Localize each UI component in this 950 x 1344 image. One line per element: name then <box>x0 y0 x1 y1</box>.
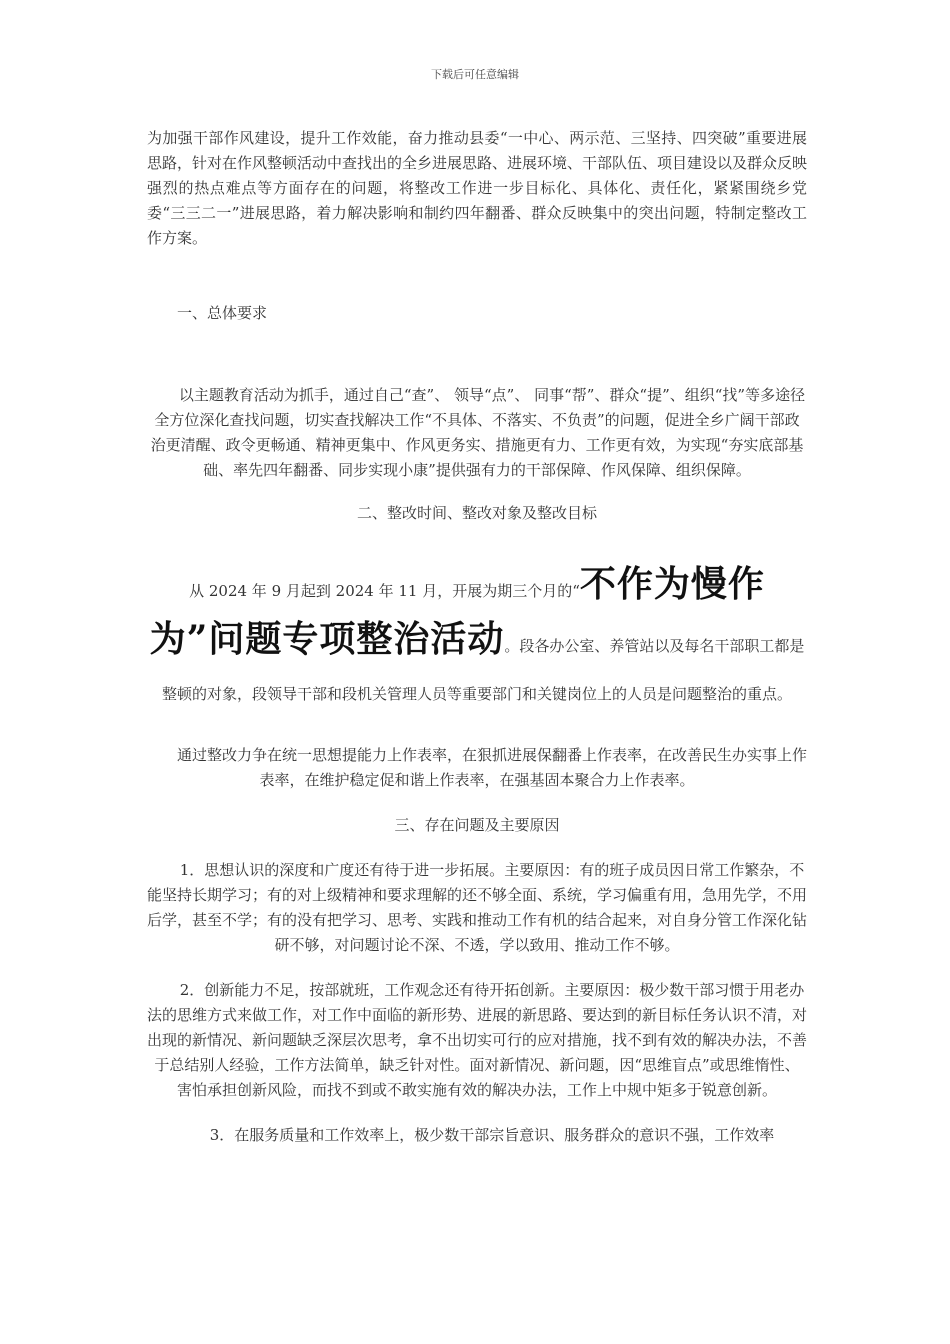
time-tail-text: 。段各办公室、养管站以及每名干部职工都是整顿的对象，段领导干部和段机关管理人员等重要部门和关键岗位上的人员是问题整治的重点。 <box>161 637 805 703</box>
time-lead-text: 从 2024 年 9 月起到 2024 年 11 月，开展为期三个月的“ <box>189 582 580 600</box>
page-header: 下载后可任意编辑 <box>431 68 519 81</box>
section-1-heading: 一、总体要求 <box>177 304 268 322</box>
section-1-body-text: 以主题教育活动为抓手，通过自己“查”、 领导“点”、 同事“帮”、群众“提”、组织“找”等多途径全方位深化查找问题，切实查找解决工作“不具体、不落实、不负责”的问题，促进全乡广阔干部政治更清醒、政令更畅通、精神更集中、作风更务实、措施更有力、工作更有效，为实现“夯实底部基础、率先四年翻番、同步实现小康”提供强有力的干部保障、作风保障、组织保障。 <box>150 386 806 479</box>
section-2-time-paragraph <box>147 560 807 718</box>
section-3-heading: 三、存在问题及主要原因 <box>394 816 560 834</box>
problem-item-text: 1．思想认识的深度和广度还有待于进一步拓展。主要原因：有的班子成员因日常工作繁杂，不能坚持长期学习；有的对上级精神和要求理解的还不够全面、系统，学习偏重有用，急用先学，不用后学，甚至不学；有的没有把学习、思考、实践和推动工作有机的结合起来，对自身分管工作深化钻研不够，对问题讨论不深、不透，学以致用、推动工作不够。 <box>147 861 808 954</box>
section-2-heading: 二、整改时间、整改对象及整改目标 <box>356 504 597 522</box>
problem-item <box>147 858 807 958</box>
document-body <box>147 126 807 1148</box>
problem-item-text: 2．创新能力不足，按部就班，工作观念还有待开拓创新。主要原因：极少数干部习惯于用老办法的思维方式来做工作，对工作中面临的新形势、进展的新思路、要达到的新目标任务认识不清，对出现的新情况、新问题缺乏深层次思考，拿不出切实可行的应对措施，找不到有效的解决办法，不善于总结别人经验，工作方法简单，缺乏针对性。面对新情况、新问题，因“思维盲点”或思维惰性、害怕承担创新风险，而找不到或不敢实施有效的解决办法，工作上中规中矩多于锐意创新。 <box>147 981 808 1099</box>
problem-item <box>147 1123 807 1148</box>
section-1-body <box>147 383 807 483</box>
intro-paragraph: 为加强干部作风建设，提升工作效能，奋力推动县委“一中心、两示范、三坚持、四突破”重要进展思路，针对在作风整顿活动中查找出的全乡进展思路、进展环境、干部队伍、项目建设以及群众反映强烈的热点难点等方面存在的问题，将整改工作进一步目标化、具体化、责任化，紧紧围绕乡党委“三三二一”进展思路，着力解决影响和制约四年翻番、群众反映集中的突出问题，特制定整改工作方案。 <box>147 129 808 247</box>
campaign-title-large: 不作为慢作为”问题专项整治活动 <box>149 563 765 660</box>
problem-item-text: 3．在服务质量和工作效率上，极少数干部宗旨意识、服务群众的意识不强，工作效率 <box>209 1126 775 1144</box>
section-2-goal-text: 通过整改力争在统一思想提能力上作表率，在狠抓进展保翻番上作表率，在改善民生办实事上作表率，在维护稳定促和谐上作表率，在强基固本聚合力上作表率。 <box>177 746 808 789</box>
section-2-goal <box>147 743 807 793</box>
problem-item <box>147 978 807 1103</box>
